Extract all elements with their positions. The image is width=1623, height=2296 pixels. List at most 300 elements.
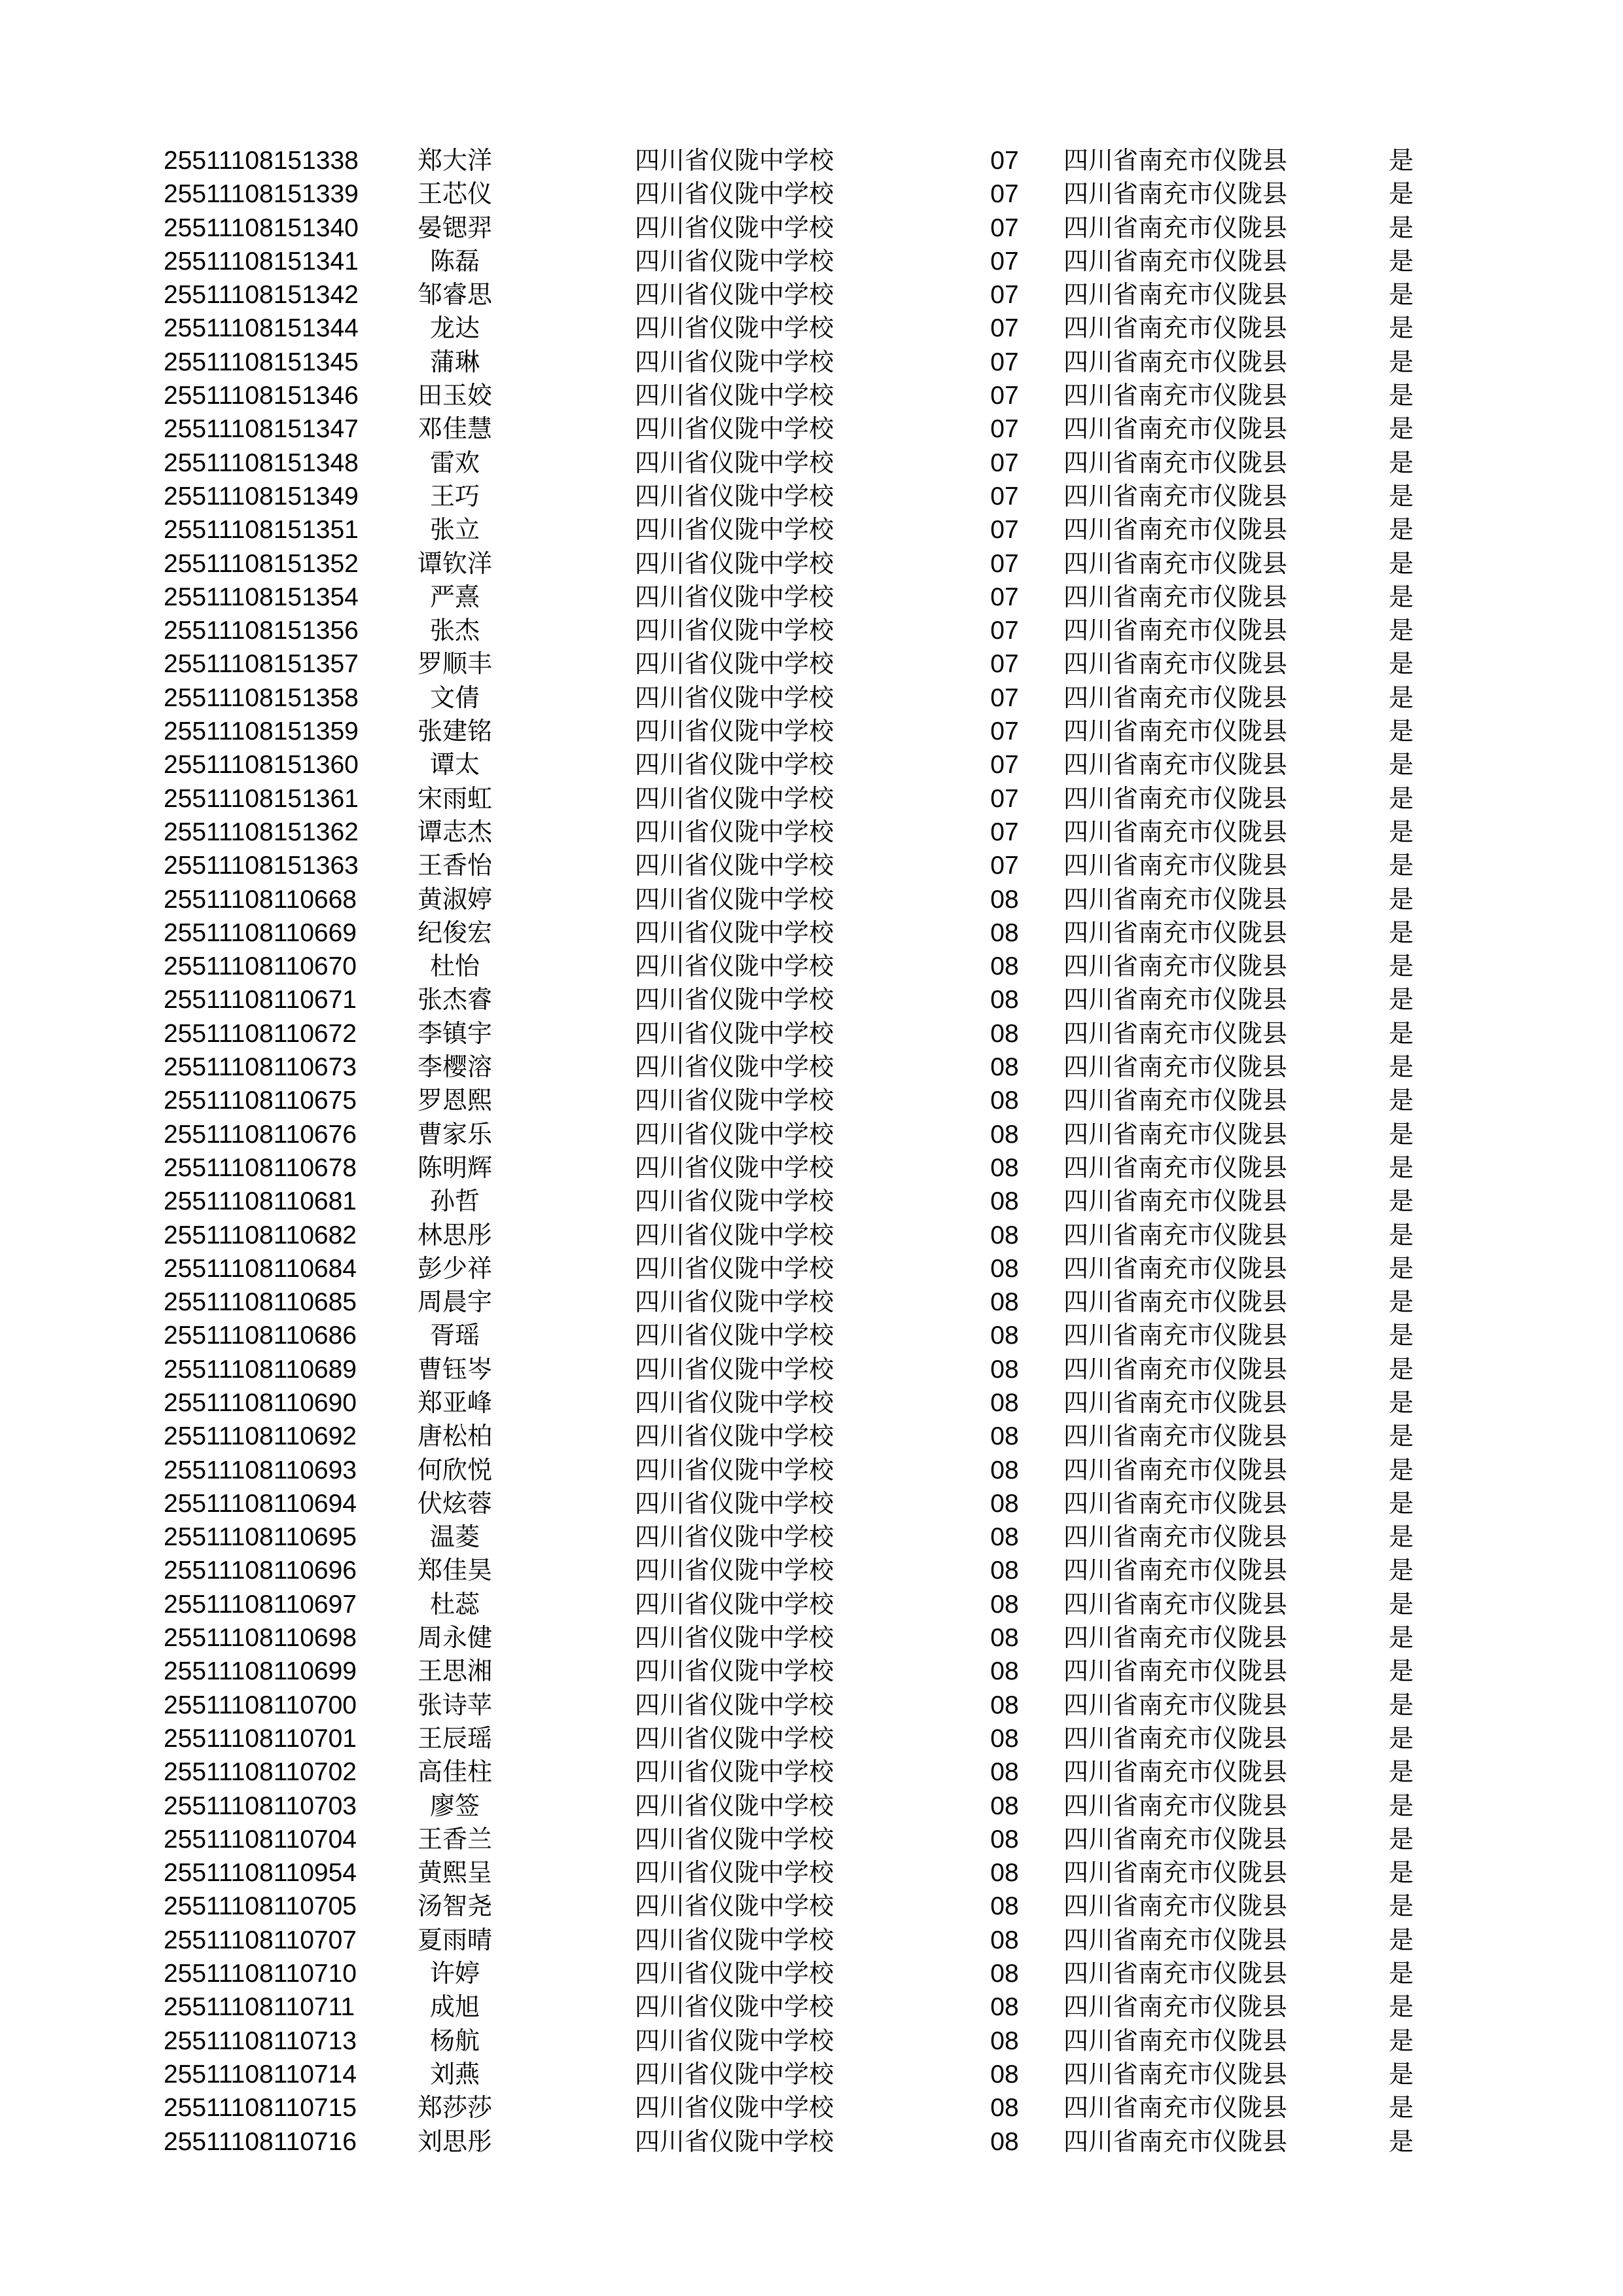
school-cell: 四川省仪陇中学校 [635,146,834,175]
exam-id-cell: 25511108151345 [164,348,359,376]
school-cell: 四川省仪陇中学校 [635,1253,834,1283]
exam-id-cell: 25511108110682 [164,1221,357,1249]
exam-id-cell: 25511108110673 [164,1053,357,1082]
flag-cell: 是 [1389,1824,1414,1854]
flag-cell: 是 [1389,2059,1414,2089]
class-cell: 07 [990,448,1019,477]
table-row [0,278,1623,312]
table-row [0,144,1623,177]
school-cell: 四川省仪陇中学校 [635,1892,834,1921]
school-cell: 四川省仪陇中学校 [635,717,834,746]
student-name-cell: 刘燕 [429,2059,480,2089]
student-name-cell: 陈明辉 [417,1153,492,1182]
student-name-cell: 彭少祥 [417,1253,492,1283]
exam-id-cell: 25511108110693 [164,1456,357,1484]
student-name-cell: 田玉姣 [417,381,492,410]
region-cell: 四川省南充市仪陇县 [1063,1488,1288,1518]
flag-cell: 是 [1389,1589,1414,1619]
student-name-cell: 谭太 [429,750,480,780]
exam-id-cell: 25511108110702 [164,1758,357,1787]
exam-id-cell: 25511108151351 [164,516,359,545]
exam-id-cell: 25511108110684 [164,1254,357,1283]
region-cell: 四川省南充市仪陇县 [1063,2093,1288,2123]
table-row [0,1722,1623,1755]
school-cell: 四川省仪陇中学校 [635,1824,834,1854]
flag-cell: 是 [1389,515,1414,545]
class-cell: 08 [990,1724,1019,1753]
student-name-cell: 晏锶羿 [417,213,492,242]
exam-id-cell: 25511108151347 [164,415,359,444]
region-cell: 四川省南充市仪陇县 [1063,1321,1288,1350]
student-name-cell: 曹家乐 [417,1119,492,1149]
student-name-cell: 杜蕊 [429,1589,480,1619]
region-cell: 四川省南充市仪陇县 [1063,1086,1288,1115]
region-cell: 四川省南充市仪陇县 [1063,985,1288,1014]
flag-cell: 是 [1389,817,1414,846]
school-cell: 四川省仪陇中学校 [635,683,834,712]
exam-id-cell: 25511108110692 [164,1422,357,1451]
student-name-cell: 黄熙呈 [417,1858,492,1888]
table-row [0,647,1623,681]
school-cell: 四川省仪陇中学校 [635,1287,834,1317]
table-row [0,480,1623,513]
school-cell: 四川省仪陇中学校 [635,1791,834,1820]
exam-id-cell: 25511108151362 [164,817,359,846]
table-row [0,1823,1623,1856]
school-cell: 四川省仪陇中学校 [635,952,834,981]
school-cell: 四川省仪陇中学校 [635,582,834,611]
exam-id-cell: 25511108151360 [164,751,359,780]
class-cell: 08 [990,2026,1019,2055]
region-cell: 四川省南充市仪陇县 [1063,280,1288,310]
student-name-cell: 郑佳昊 [417,1556,492,1585]
table-row [0,1621,1623,1655]
school-cell: 四川省仪陇中学校 [635,1388,834,1417]
school-cell: 四川省仪陇中学校 [635,1757,834,1787]
class-cell: 08 [990,1388,1019,1417]
region-cell: 四川省南充市仪陇县 [1063,1959,1288,1988]
region-cell: 四川省南充市仪陇县 [1063,1723,1288,1753]
student-name-cell: 廖签 [429,1791,480,1820]
flag-cell: 是 [1389,481,1414,511]
class-cell: 07 [990,147,1019,175]
exam-id-cell: 25511108110678 [164,1153,357,1182]
student-name-cell: 李樱溶 [417,1052,492,1082]
school-cell: 四川省仪陇中学校 [635,2026,834,2055]
exam-id-cell: 25511108110675 [164,1086,357,1115]
student-name-cell: 曹钰岑 [417,1354,492,1384]
exam-id-cell: 25511108110954 [164,1859,357,1888]
table-row [0,1219,1623,1252]
table-row [0,412,1623,446]
region-cell: 四川省南充市仪陇县 [1063,1690,1288,1719]
class-cell: 08 [990,1422,1019,1451]
exam-id-cell: 25511108110713 [164,2026,357,2055]
table-row [0,1655,1623,1688]
exam-id-cell: 25511108110705 [164,1892,357,1921]
table-row [0,614,1623,647]
exam-id-cell: 25511108110681 [164,1187,357,1216]
exam-id-cell: 25511108151359 [164,717,359,746]
school-cell: 四川省仪陇中学校 [635,548,834,578]
flag-cell: 是 [1389,347,1414,376]
class-cell: 08 [990,1892,1019,1921]
school-cell: 四川省仪陇中学校 [635,1522,834,1552]
region-cell: 四川省南充市仪陇县 [1063,1220,1288,1249]
flag-cell: 是 [1389,280,1414,310]
region-cell: 四川省南充市仪陇县 [1063,414,1288,444]
flag-cell: 是 [1389,1522,1414,1552]
school-cell: 四川省仪陇中学校 [635,1086,834,1115]
exam-id-cell: 25511108110694 [164,1489,357,1518]
table-row [0,2091,1623,2125]
class-cell: 08 [990,1691,1019,1719]
student-name-cell: 王辰瑶 [417,1723,492,1753]
flag-cell: 是 [1389,1086,1414,1115]
flag-cell: 是 [1389,1119,1414,1149]
region-cell: 四川省南充市仪陇县 [1063,683,1288,712]
flag-cell: 是 [1389,1287,1414,1317]
student-name-cell: 孙哲 [429,1187,480,1216]
class-cell: 07 [990,817,1019,846]
region-cell: 四川省南充市仪陇县 [1063,1589,1288,1619]
exam-id-cell: 25511108110676 [164,1120,357,1149]
class-cell: 08 [990,885,1019,914]
exam-id-cell: 25511108110704 [164,1825,357,1854]
student-name-cell: 成旭 [429,1992,480,2022]
flag-cell: 是 [1389,448,1414,477]
class-cell: 07 [990,717,1019,746]
school-cell: 四川省仪陇中学校 [635,1959,834,1988]
region-cell: 四川省南充市仪陇县 [1063,783,1288,813]
exam-id-cell: 25511108110696 [164,1556,357,1585]
school-cell: 四川省仪陇中学校 [635,1690,834,1719]
table-row [0,177,1623,211]
student-name-cell: 邹睿思 [417,280,492,310]
student-name-cell: 夏雨晴 [417,1925,492,1954]
flag-cell: 是 [1389,246,1414,276]
class-cell: 07 [990,650,1019,679]
class-cell: 08 [990,1489,1019,1518]
student-name-cell: 周晨宇 [417,1287,492,1317]
region-cell: 四川省南充市仪陇县 [1063,1018,1288,1048]
class-cell: 08 [990,1456,1019,1484]
student-name-cell: 谭钦洋 [417,548,492,578]
class-cell: 08 [990,1960,1019,1988]
class-cell: 08 [990,1523,1019,1552]
exam-id-cell: 25511108151342 [164,281,359,310]
table-row [0,916,1623,950]
class-cell: 08 [990,1355,1019,1384]
student-name-cell: 周永健 [417,1623,492,1653]
flag-cell: 是 [1389,2126,1414,2156]
region-cell: 四川省南充市仪陇县 [1063,314,1288,343]
flag-cell: 是 [1389,381,1414,410]
flag-cell: 是 [1389,2093,1414,2123]
region-cell: 四川省南充市仪陇县 [1063,649,1288,679]
exam-id-cell: 25511108151346 [164,382,359,410]
school-cell: 四川省仪陇中学校 [635,314,834,343]
flag-cell: 是 [1389,1959,1414,1988]
exam-id-cell: 25511108110715 [164,2094,357,2123]
student-name-cell: 高佳柱 [417,1757,492,1787]
class-cell: 07 [990,784,1019,813]
school-cell: 四川省仪陇中学校 [635,1153,834,1182]
flag-cell: 是 [1389,2026,1414,2055]
flag-cell: 是 [1389,1757,1414,1787]
class-cell: 08 [990,1288,1019,1317]
class-cell: 08 [990,986,1019,1014]
table-row [0,446,1623,480]
exam-id-cell: 25511108110698 [164,1624,357,1653]
class-cell: 08 [990,1120,1019,1149]
flag-cell: 是 [1389,683,1414,712]
flag-cell: 是 [1389,1858,1414,1888]
region-cell: 四川省南充市仪陇县 [1063,1757,1288,1787]
table-row [0,1890,1623,1923]
student-name-cell: 谭志杰 [417,817,492,846]
flag-cell: 是 [1389,1187,1414,1216]
student-name-cell: 许婷 [429,1959,480,1988]
student-name-cell: 郑莎莎 [417,2093,492,2123]
region-cell: 四川省南充市仪陇县 [1063,2026,1288,2055]
student-name-cell: 雷欢 [429,448,480,477]
flag-cell: 是 [1389,1925,1414,1954]
student-name-cell: 严熹 [429,582,480,611]
school-cell: 四川省仪陇中学校 [635,985,834,1014]
table-row [0,547,1623,581]
region-cell: 四川省南充市仪陇县 [1063,2126,1288,2156]
student-name-cell: 纪俊宏 [417,918,492,947]
region-cell: 四川省南充市仪陇县 [1063,1892,1288,1921]
region-cell: 四川省南充市仪陇县 [1063,1422,1288,1451]
table-row [0,1755,1623,1789]
class-cell: 08 [990,1791,1019,1820]
region-cell: 四川省南充市仪陇县 [1063,246,1288,276]
class-cell: 08 [990,1221,1019,1249]
flag-cell: 是 [1389,414,1414,444]
school-cell: 四川省仪陇中学校 [635,1623,834,1653]
student-name-cell: 唐松柏 [417,1422,492,1451]
exam-id-cell: 25511108151341 [164,247,359,276]
school-cell: 四川省仪陇中学校 [635,1992,834,2022]
student-name-cell: 罗顺丰 [417,649,492,679]
region-cell: 四川省南充市仪陇县 [1063,851,1288,880]
student-name-cell: 伏炫蓉 [417,1488,492,1518]
class-cell: 07 [990,348,1019,376]
exam-id-cell: 25511108110711 [164,1993,355,2022]
region-cell: 四川省南充市仪陇县 [1063,1925,1288,1954]
class-cell: 08 [990,1254,1019,1283]
exam-id-cell: 25511108151356 [164,617,359,645]
class-cell: 07 [990,382,1019,410]
student-name-cell: 杨航 [429,2026,480,2055]
region-cell: 四川省南充市仪陇县 [1063,952,1288,981]
class-cell: 08 [990,2094,1019,2123]
flag-cell: 是 [1389,1791,1414,1820]
flag-cell: 是 [1389,985,1414,1014]
student-name-cell: 张立 [429,515,480,545]
exam-id-cell: 25511108110703 [164,1791,357,1820]
exam-id-cell: 25511108151357 [164,650,359,679]
exam-id-cell: 25511108151352 [164,549,359,578]
school-cell: 四川省仪陇中学校 [635,179,834,209]
table-row [0,1118,1623,1151]
student-name-cell: 张诗苹 [417,1690,492,1719]
student-name-cell: 林思彤 [417,1220,492,1249]
table-row [0,245,1623,278]
region-cell: 四川省南充市仪陇县 [1063,1858,1288,1888]
class-cell: 07 [990,281,1019,310]
school-cell: 四川省仪陇中学校 [635,616,834,645]
region-cell: 四川省南充市仪陇县 [1063,448,1288,477]
flag-cell: 是 [1389,649,1414,679]
class-cell: 08 [990,918,1019,947]
student-name-cell: 郑亚峰 [417,1388,492,1417]
region-cell: 四川省南充市仪陇县 [1063,1187,1288,1216]
exam-id-cell: 25511108151363 [164,852,359,880]
school-cell: 四川省仪陇中学校 [635,750,834,780]
exam-id-cell: 25511108110700 [164,1691,357,1719]
school-cell: 四川省仪陇中学校 [635,1589,834,1619]
exam-id-cell: 25511108110689 [164,1355,357,1384]
student-name-cell: 杜怡 [429,952,480,981]
table-row [0,379,1623,412]
region-cell: 四川省南充市仪陇县 [1063,1253,1288,1283]
school-cell: 四川省仪陇中学校 [635,1657,834,1686]
table-row [0,849,1623,882]
region-cell: 四川省南充市仪陇县 [1063,1791,1288,1820]
table-row [0,1319,1623,1352]
class-cell: 08 [990,1993,1019,2022]
region-cell: 四川省南充市仪陇县 [1063,347,1288,376]
region-cell: 四川省南充市仪陇县 [1063,1388,1288,1417]
class-cell: 07 [990,852,1019,880]
region-cell: 四川省南充市仪陇县 [1063,515,1288,545]
table-row [0,1386,1623,1420]
exam-id-cell: 25511108151338 [164,147,359,175]
exam-id-cell: 25511108151358 [164,683,359,712]
region-cell: 四川省南充市仪陇县 [1063,1556,1288,1585]
school-cell: 四川省仪陇中学校 [635,1119,834,1149]
region-cell: 四川省南充市仪陇县 [1063,1153,1288,1182]
flag-cell: 是 [1389,1892,1414,1921]
flag-cell: 是 [1389,1488,1414,1518]
table-row [0,513,1623,547]
table-row [0,816,1623,849]
class-cell: 08 [990,1825,1019,1854]
region-cell: 四川省南充市仪陇县 [1063,1824,1288,1854]
school-cell: 四川省仪陇中学校 [635,1220,834,1249]
student-name-cell: 龙达 [429,314,480,343]
school-cell: 四川省仪陇中学校 [635,1455,834,1484]
class-cell: 07 [990,617,1019,645]
table-row [0,581,1623,614]
region-cell: 四川省南充市仪陇县 [1063,381,1288,410]
table-row [0,1151,1623,1185]
flag-cell: 是 [1389,616,1414,645]
exam-id-cell: 25511108110685 [164,1288,357,1317]
student-name-cell: 温菱 [429,1522,480,1552]
class-cell: 08 [990,1758,1019,1787]
student-name-cell: 王芯仪 [417,179,492,209]
region-cell: 四川省南充市仪陇县 [1063,1992,1288,2022]
flag-cell: 是 [1389,1690,1414,1719]
table-row [0,1185,1623,1218]
school-cell: 四川省仪陇中学校 [635,649,834,679]
table-row [0,1487,1623,1520]
class-cell: 08 [990,1053,1019,1082]
region-cell: 四川省南充市仪陇县 [1063,179,1288,209]
school-cell: 四川省仪陇中学校 [635,1925,834,1954]
exam-id-cell: 25511108110701 [164,1724,357,1753]
exam-id-cell: 25511108151340 [164,213,359,242]
exam-id-cell: 25511108110707 [164,1926,357,1954]
table-row [0,1520,1623,1554]
student-name-cell: 罗恩熙 [417,1086,492,1115]
table-row [0,748,1623,781]
region-cell: 四川省南充市仪陇县 [1063,750,1288,780]
region-cell: 四川省南充市仪陇县 [1063,1522,1288,1552]
class-cell: 07 [990,482,1019,511]
region-cell: 四川省南充市仪陇县 [1063,481,1288,511]
class-cell: 08 [990,1657,1019,1686]
region-cell: 四川省南充市仪陇县 [1063,1657,1288,1686]
class-cell: 07 [990,751,1019,780]
exam-id-cell: 25511108110716 [164,2127,357,2156]
student-name-cell: 汤智尧 [417,1892,492,1921]
flag-cell: 是 [1389,1018,1414,1048]
school-cell: 四川省仪陇中学校 [635,2126,834,2156]
class-cell: 08 [990,1590,1019,1619]
table-row [0,1957,1623,1990]
student-name-cell: 陈磊 [429,246,480,276]
flag-cell: 是 [1389,213,1414,242]
student-name-cell: 文倩 [429,683,480,712]
class-cell: 08 [990,1556,1019,1585]
class-cell: 08 [990,1153,1019,1182]
flag-cell: 是 [1389,582,1414,611]
region-cell: 四川省南充市仪陇县 [1063,1287,1288,1317]
region-cell: 四川省南充市仪陇县 [1063,717,1288,746]
region-cell: 四川省南充市仪陇县 [1063,1052,1288,1082]
flag-cell: 是 [1389,1052,1414,1082]
table-row [0,715,1623,748]
student-name-cell: 胥瑶 [429,1321,480,1350]
flag-cell: 是 [1389,1253,1414,1283]
class-cell: 08 [990,952,1019,981]
student-name-cell: 王思湘 [417,1657,492,1686]
table-row [0,1789,1623,1823]
table-row [0,1017,1623,1050]
flag-cell: 是 [1389,1153,1414,1182]
exam-id-cell: 25511108110668 [164,885,357,914]
table-row [0,1554,1623,1587]
flag-cell: 是 [1389,179,1414,209]
student-name-cell: 刘思彤 [417,2126,492,2156]
exam-id-cell: 25511108151344 [164,314,359,343]
region-cell: 四川省南充市仪陇县 [1063,1119,1288,1149]
region-cell: 四川省南充市仪陇县 [1063,213,1288,242]
exam-id-cell: 25511108151361 [164,784,359,813]
region-cell: 四川省南充市仪陇县 [1063,582,1288,611]
table-row [0,1924,1623,1957]
school-cell: 四川省仪陇中学校 [635,918,834,947]
region-cell: 四川省南充市仪陇县 [1063,616,1288,645]
exam-id-cell: 25511108110690 [164,1388,357,1417]
exam-id-cell: 25511108151339 [164,180,359,209]
flag-cell: 是 [1389,1321,1414,1350]
